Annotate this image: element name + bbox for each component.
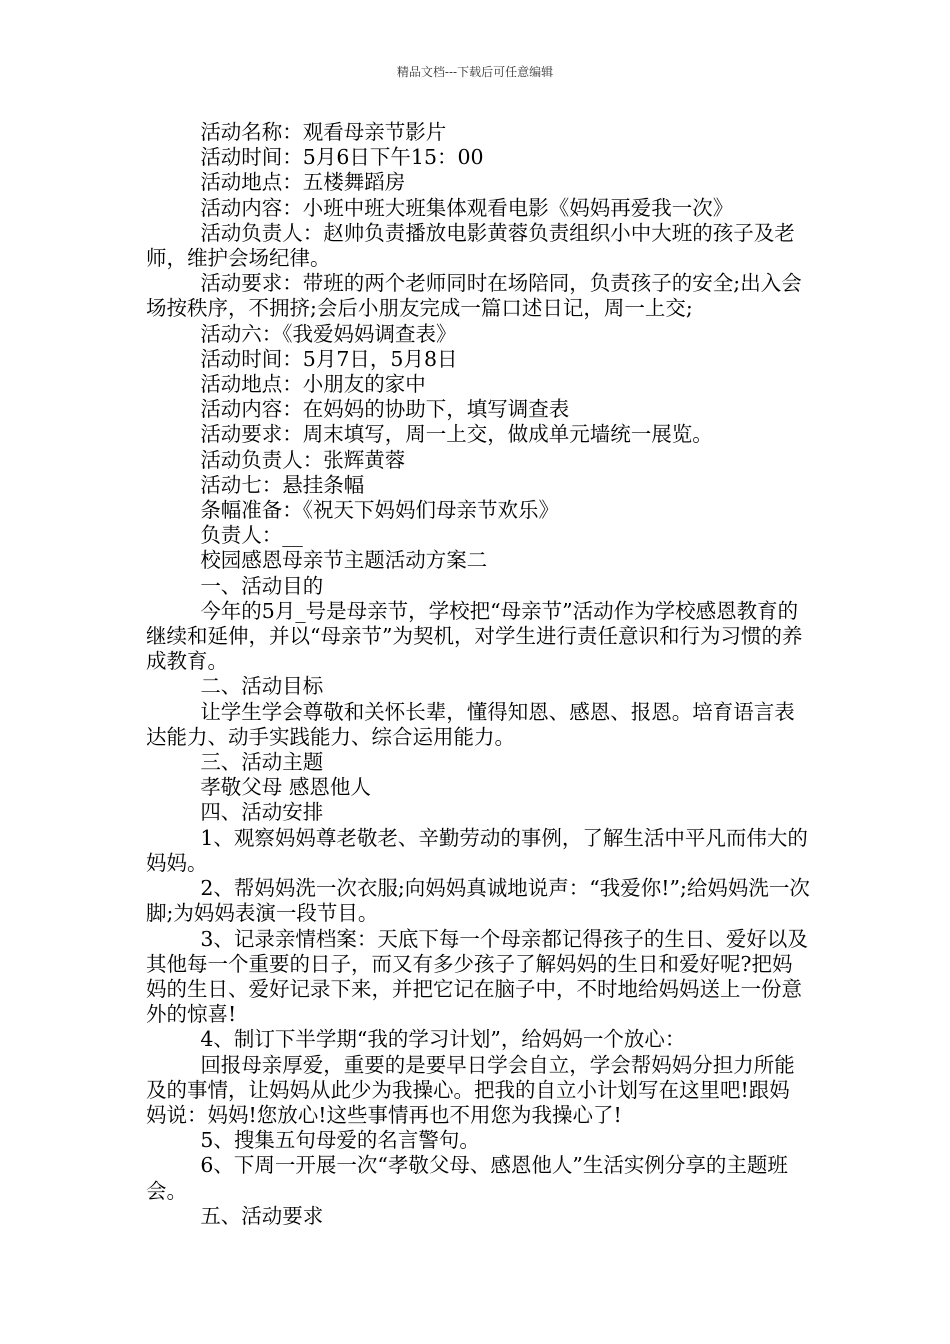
page-header: 精品文档---下载后可任意编辑 [396,65,554,79]
section-heading: 四、活动安排 [200,800,324,825]
list-item: 6、下周一开展一次“孝敬父母、感恩他人”生活实例分享的主题班会。 [146,1153,788,1203]
list-item: 1、观察妈妈尊老敬老、辛勤劳动的事例，了解生活中平凡而伟大的妈妈。 [146,825,808,875]
paragraph: 活动内容：在妈妈的协助下，填写调查表 [200,397,570,422]
paragraph: 孝敬父母 感恩他人 [200,775,371,800]
paragraph: 活动名称：观看母亲节影片 [200,120,447,144]
paragraph: 活动负责人：张辉黄蓉 [200,447,406,472]
paragraph: 活动内容：小班中班大班集体观看电影《妈妈再爱我一次》 [200,195,734,220]
list-item: 4、制订下半学期“我的学习计划”，给妈妈一个放心： [200,1027,686,1052]
paragraph: 活动负责人：赵帅负责播放电影黄蓉负责组织小中大班的孩子及老师，维护会场纪律。 [146,220,795,271]
paragraph: 回报母亲厚爱，重要的是要早日学会自立，学会帮妈妈分担力所能及的事情，让妈妈从此少为我操心。把我的自立小计划写在这里吧!跟妈妈说：妈妈!您放心!这些事情再也不用您为我操心了! [146,1052,795,1127]
paragraph: 让学生学会尊敬和关怀长辈，懂得知恩、感恩、报恩。培育语言表达能力、动手实践能力、综合运用能力。 [146,699,795,749]
section-title: 校园感恩母亲节主题活动方案二 [200,548,488,573]
list-item: 5、搜集五句母爱的名言警句。 [200,1128,480,1153]
paragraph: 活动地点：五楼舞蹈房 [200,170,406,195]
paragraph: 今年的5月_号是母亲节，学校把“母亲节”活动作为学校感恩教育的继续和延伸，并以“母亲节”为契机，对学生进行责任意识和行为习惯的养成教育。 [146,598,803,674]
list-item: 2、帮妈妈洗一次衣服;向妈妈真诚地说声：“我爱你!”;给妈妈洗一次脚;为妈妈表演一段节目。 [146,876,810,926]
section-heading: 三、活动主题 [200,750,324,775]
paragraph: 条幅准备：《祝天下妈妈们母亲节欢乐》 [200,498,560,523]
paragraph: 活动时间：5月6日下午15：00 [200,145,484,170]
section-heading: 二、活动目标 [200,674,324,699]
paragraph: 活动要求：带班的两个老师同时在场陪同，负责孩子的安全;出入会场按秩序，不拥挤;会后小朋友完成一篇口述日记，周一上交; [146,271,802,321]
paragraph: 活动时间：5月7日，5月8日 [200,346,458,371]
paragraph: 活动地点：小朋友的家中 [200,372,426,397]
section-heading: 五、活动要求 [200,1203,324,1228]
paragraph: 活动六：《我爱妈妈调查表》 [200,321,457,346]
paragraph: 活动要求：周末填写，周一上交，做成单元墙统一展览。 [200,422,713,447]
list-item: 3、记录亲情档案：天底下每一个母亲都记得孩子的生日、爱好以及其他每一个重要的日子，而又有多少孩子了解妈妈的生日和爱好呢?把妈妈的生日、爱好记录下来，并把它记在脑子中，不时地给妈妈送上一份意外的惊喜! [146,926,808,1027]
paragraph: 活动七：悬挂条幅 [200,472,365,497]
paragraph: 负责人：__ [200,523,303,548]
document-body [146,120,810,1229]
section-heading: 一、活动目的 [200,573,324,598]
